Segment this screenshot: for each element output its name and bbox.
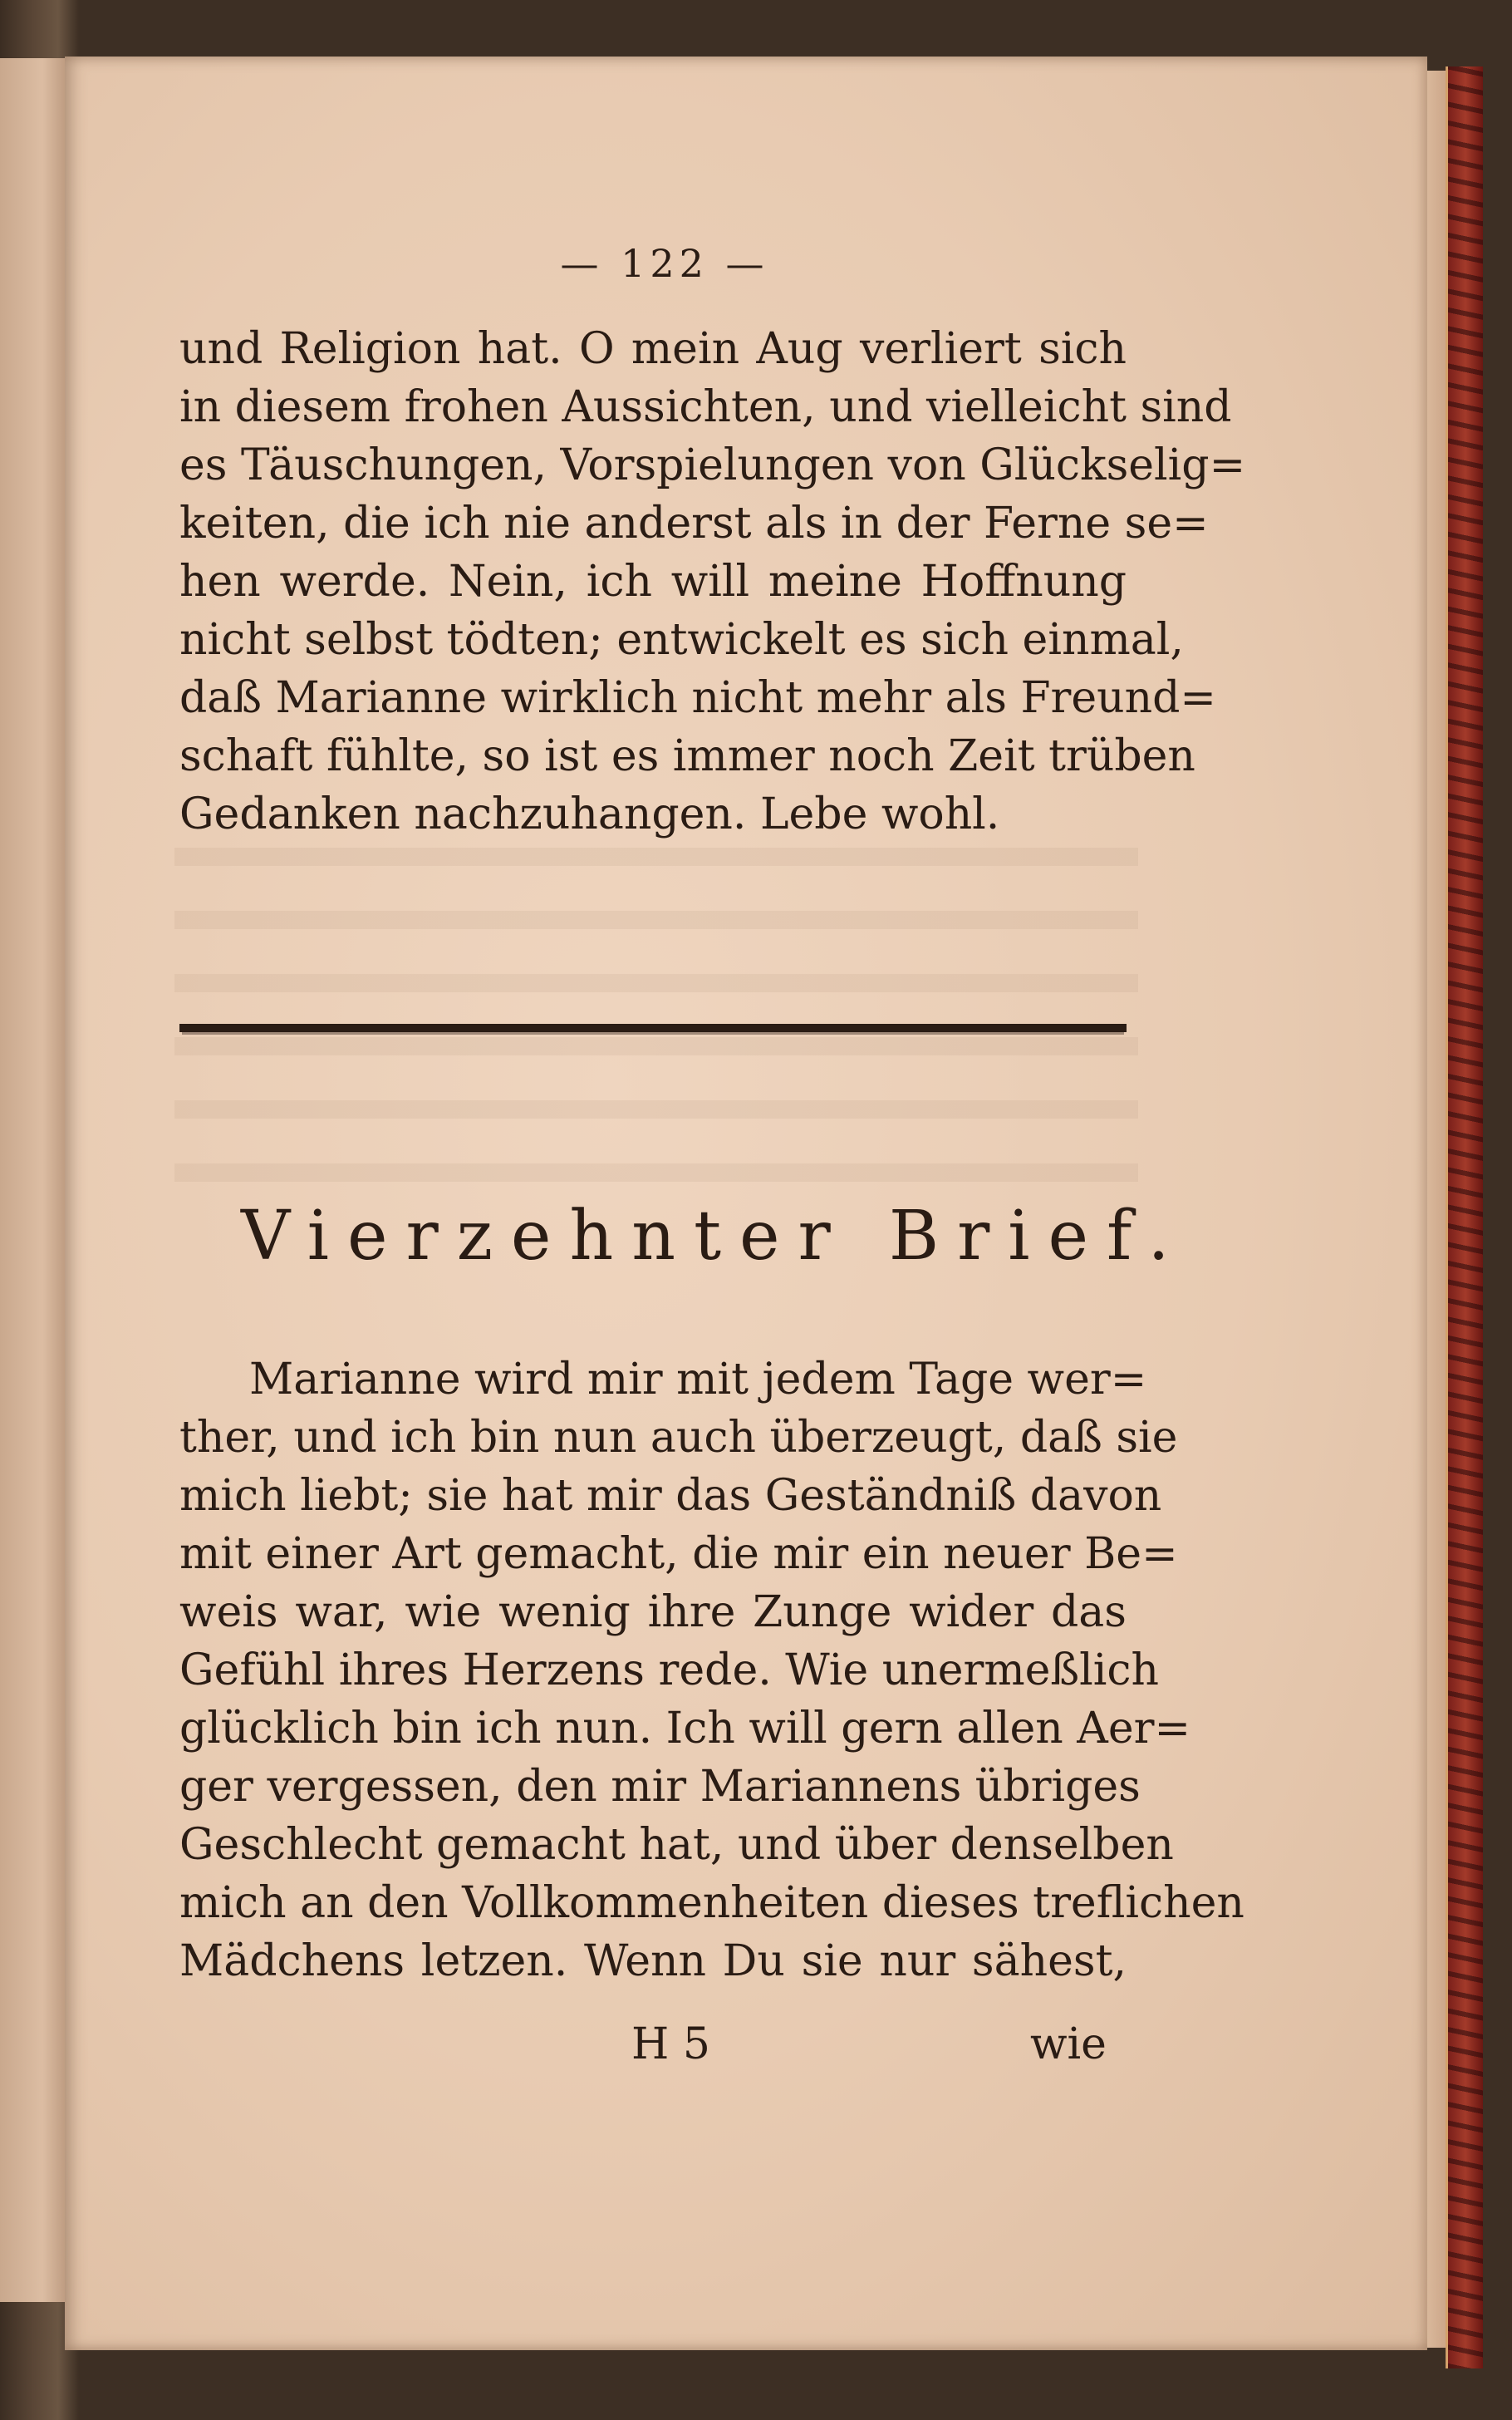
text-line: nicht selbst tödten; entwickelt es sich einmal, <box>179 615 1184 665</box>
text-line: ger vergessen, den mir Mariannens übriges <box>179 1762 1141 1812</box>
text-line: glücklich bin ich nun. Ich will gern allen Aer= <box>179 1704 1191 1754</box>
catchword: wie <box>1030 2019 1107 2069</box>
section-divider-rule <box>179 1024 1127 1032</box>
text-line: es Täuschungen, Vorspielungen von Glückselig= <box>179 440 1246 490</box>
text-line: Mädchens letzen. Wenn Du sie nur sähest, <box>179 1936 1127 1986</box>
text-line: weis war, wie wenig ihre Zunge wider das <box>179 1587 1127 1637</box>
text-line: hen werde. Nein, ich will meine Hoffnung <box>179 557 1127 607</box>
text-line: mich liebt; sie hat mir das Geständniß davon <box>179 1471 1162 1521</box>
letter-heading: Vierzehnter Brief. <box>241 1197 1188 1276</box>
marbled-binding-edge <box>1446 66 1483 2368</box>
text-line: Marianne wird mir mit jedem Tage wer= <box>249 1355 1147 1404</box>
left-page-edge <box>0 58 71 2302</box>
text-line: Geschlecht gemacht hat, und über denselben <box>179 1820 1174 1870</box>
signature-mark: H 5 <box>631 2019 710 2069</box>
page-number: — 122 — <box>560 241 769 286</box>
ink-bleed-through <box>174 848 1138 1197</box>
text-line: Gedanken nachzuhangen. Lebe wohl. <box>179 789 1000 839</box>
text-line: keiten, die ich nie anderst als in der Ferne se= <box>179 499 1209 548</box>
text-line: und Religion hat. O mein Aug verliert sich <box>179 324 1127 374</box>
text-line: Gefühl ihres Herzens rede. Wie unermeßlich <box>179 1645 1160 1695</box>
text-line: ther, und ich bin nun auch überzeugt, daß sie <box>179 1413 1178 1463</box>
text-line: mich an den Vollkommenheiten dieses treflichen <box>179 1878 1244 1928</box>
text-line: schaft fühlte, so ist es immer noch Zeit trüben <box>179 731 1195 781</box>
text-line: mit einer Art gemacht, die mir ein neuer Be= <box>179 1529 1178 1579</box>
text-line: in diesem frohen Aussichten, und vielleicht sind <box>179 382 1232 432</box>
text-line: daß Marianne wirklich nicht mehr als Freund= <box>179 673 1216 723</box>
